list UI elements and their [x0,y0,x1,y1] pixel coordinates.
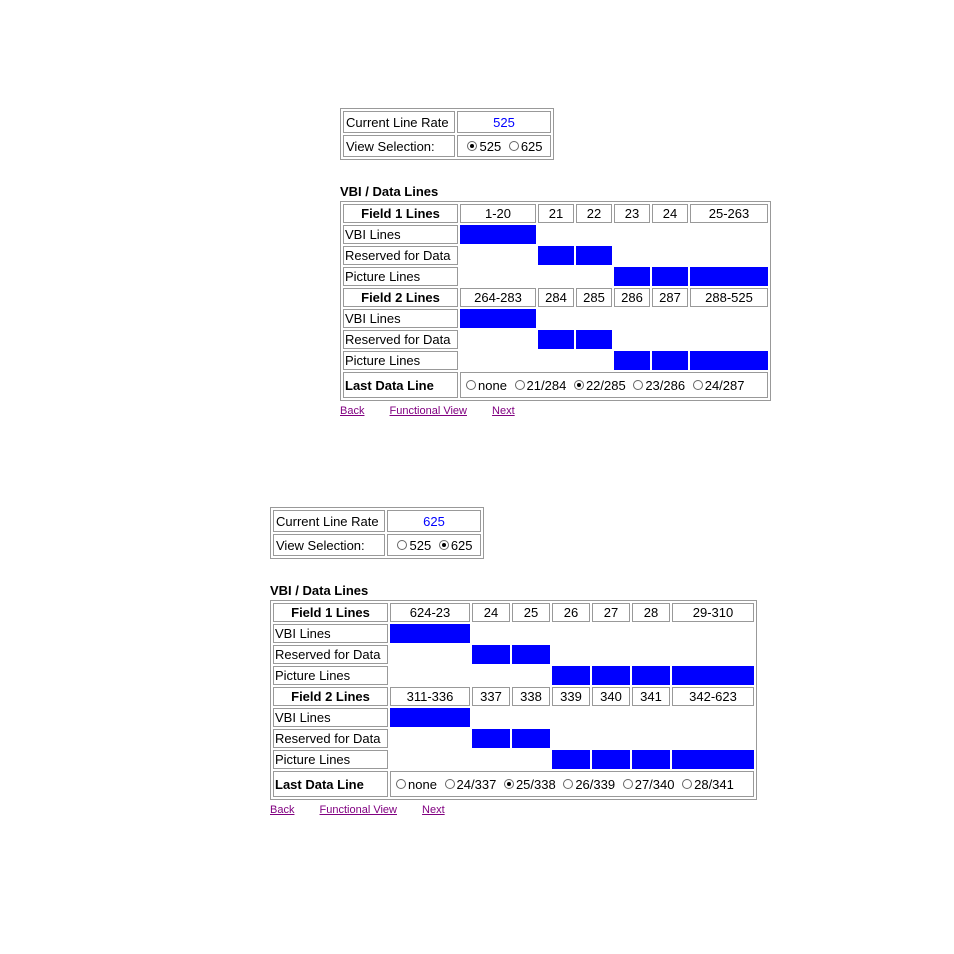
col-header: 264-283 [460,288,536,307]
vbi-lines-label: VBI Lines [343,225,458,244]
picture-bar [632,666,670,685]
picture-bar [552,750,590,769]
vbi-lines-label: VBI Lines [273,708,388,727]
picture-bar [690,267,768,286]
view-625-radio[interactable] [509,141,519,151]
line-rate-table [270,507,484,559]
view-525-label: 525 [479,138,502,154]
option-label: 21/284 [526,377,567,393]
current-line-rate-value: 625 [387,510,481,532]
functional-view-link[interactable]: Functional View [389,405,467,417]
picture-lines-label: Picture Lines [343,351,458,370]
vbi-lines-label: VBI Lines [343,309,458,328]
option-label: 27/340 [634,776,675,792]
reserved-bar [512,729,550,748]
vbi-data-lines-table [340,201,771,401]
col-header: 287 [652,288,688,307]
view-525-label: 525 [409,537,432,553]
last-28-341-radio[interactable] [682,779,692,789]
reserved-bar [538,330,574,349]
col-header: 341 [632,687,670,706]
last-data-line-label: Last Data Line [273,771,388,797]
col-header: 288-525 [690,288,768,307]
last-24-337-radio[interactable] [445,779,455,789]
vbi-data-lines-table [270,600,757,800]
picture-lines-label: Picture Lines [343,267,458,286]
picture-bar [592,750,630,769]
view-625-label: 625 [450,537,473,553]
view-525-radio[interactable] [397,540,407,550]
picture-bar [614,267,650,286]
picture-bar [672,666,754,685]
view-selection-label: View Selection: [343,135,455,157]
last-none-radio[interactable] [466,380,476,390]
functional-view-link[interactable]: Functional View [319,804,397,816]
back-link[interactable]: Back [270,804,295,816]
col-header: 29-310 [672,603,754,622]
col-header: 340 [592,687,630,706]
last-data-line-options [460,372,768,398]
last-24-287-radio[interactable] [693,380,703,390]
col-header: 286 [614,288,650,307]
last-21-284-radio[interactable] [515,380,525,390]
picture-lines-label: Picture Lines [273,666,388,685]
col-header: 624-23 [390,603,470,622]
view-selection-options [457,135,551,157]
picture-bar [632,750,670,769]
picture-lines-label: Picture Lines [273,750,388,769]
nav-links [340,405,771,417]
picture-bar [614,351,650,370]
option-label: none [408,776,437,792]
picture-bar [552,666,590,685]
col-header: 284 [538,288,574,307]
picture-bar [672,750,754,769]
panel-625 [270,507,757,816]
view-625-radio[interactable] [439,540,449,550]
last-22-285-radio[interactable] [574,380,584,390]
option-label: none [478,377,507,393]
reserved-bar [472,645,510,664]
option-label: 25/338 [515,776,556,792]
reserved-label: Reserved for Data [343,330,458,349]
col-header: 342-623 [672,687,754,706]
section-title: VBI / Data Lines [340,184,439,199]
picture-bar [652,267,688,286]
vbi-bar [390,624,470,643]
reserved-bar [538,246,574,265]
vbi-lines-label: VBI Lines [273,624,388,643]
col-header: 27 [592,603,630,622]
nav-links [270,804,757,816]
col-header: 285 [576,288,612,307]
last-data-line-label: Last Data Line [343,372,458,398]
col-header: 1-20 [460,204,536,223]
line-rate-table [340,108,554,160]
vbi-bar [460,309,536,328]
reserved-bar [512,645,550,664]
col-header: 25 [512,603,550,622]
reserved-label: Reserved for Data [343,246,458,265]
col-header: 22 [576,204,612,223]
next-link[interactable]: Next [492,405,515,417]
field2-header: Field 2 Lines [273,687,388,706]
col-header: 23 [614,204,650,223]
col-header: 25-263 [690,204,768,223]
view-selection-options [387,534,481,556]
reserved-bar [576,330,612,349]
option-label: 23/286 [645,377,686,393]
field2-header: Field 2 Lines [343,288,458,307]
col-header: 338 [512,687,550,706]
current-line-rate-label: Current Line Rate [343,111,455,133]
reserved-bar [472,729,510,748]
view-625-label: 625 [520,138,543,154]
field1-header: Field 1 Lines [273,603,388,622]
col-header: 24 [472,603,510,622]
last-26-339-radio[interactable] [563,779,573,789]
picture-bar [690,351,768,370]
col-header: 339 [552,687,590,706]
option-label: 24/337 [456,776,497,792]
last-data-line-options [390,771,754,797]
vbi-bar [390,708,470,727]
vbi-bar [460,225,536,244]
field1-header: Field 1 Lines [343,204,458,223]
col-header: 28 [632,603,670,622]
current-line-rate-value: 525 [457,111,551,133]
last-23-286-radio[interactable] [633,380,643,390]
reserved-bar [576,246,612,265]
picture-bar [592,666,630,685]
last-none-radio[interactable] [396,779,406,789]
option-label: 24/287 [704,377,745,393]
current-line-rate-label: Current Line Rate [273,510,385,532]
section-title: VBI / Data Lines [270,583,369,598]
reserved-label: Reserved for Data [273,645,388,664]
view-525-radio[interactable] [467,141,477,151]
next-link[interactable]: Next [422,804,445,816]
picture-bar [652,351,688,370]
col-header: 311-336 [390,687,470,706]
col-header: 24 [652,204,688,223]
last-25-338-radio[interactable] [504,779,514,789]
option-label: 26/339 [575,776,616,792]
option-label: 28/341 [694,776,734,792]
back-link[interactable]: Back [340,405,365,417]
col-header: 21 [538,204,574,223]
view-selection-label: View Selection: [273,534,385,556]
panel-525 [340,108,771,417]
last-27-340-radio[interactable] [623,779,633,789]
col-header: 337 [472,687,510,706]
reserved-label: Reserved for Data [273,729,388,748]
option-label: 22/285 [585,377,626,393]
col-header: 26 [552,603,590,622]
